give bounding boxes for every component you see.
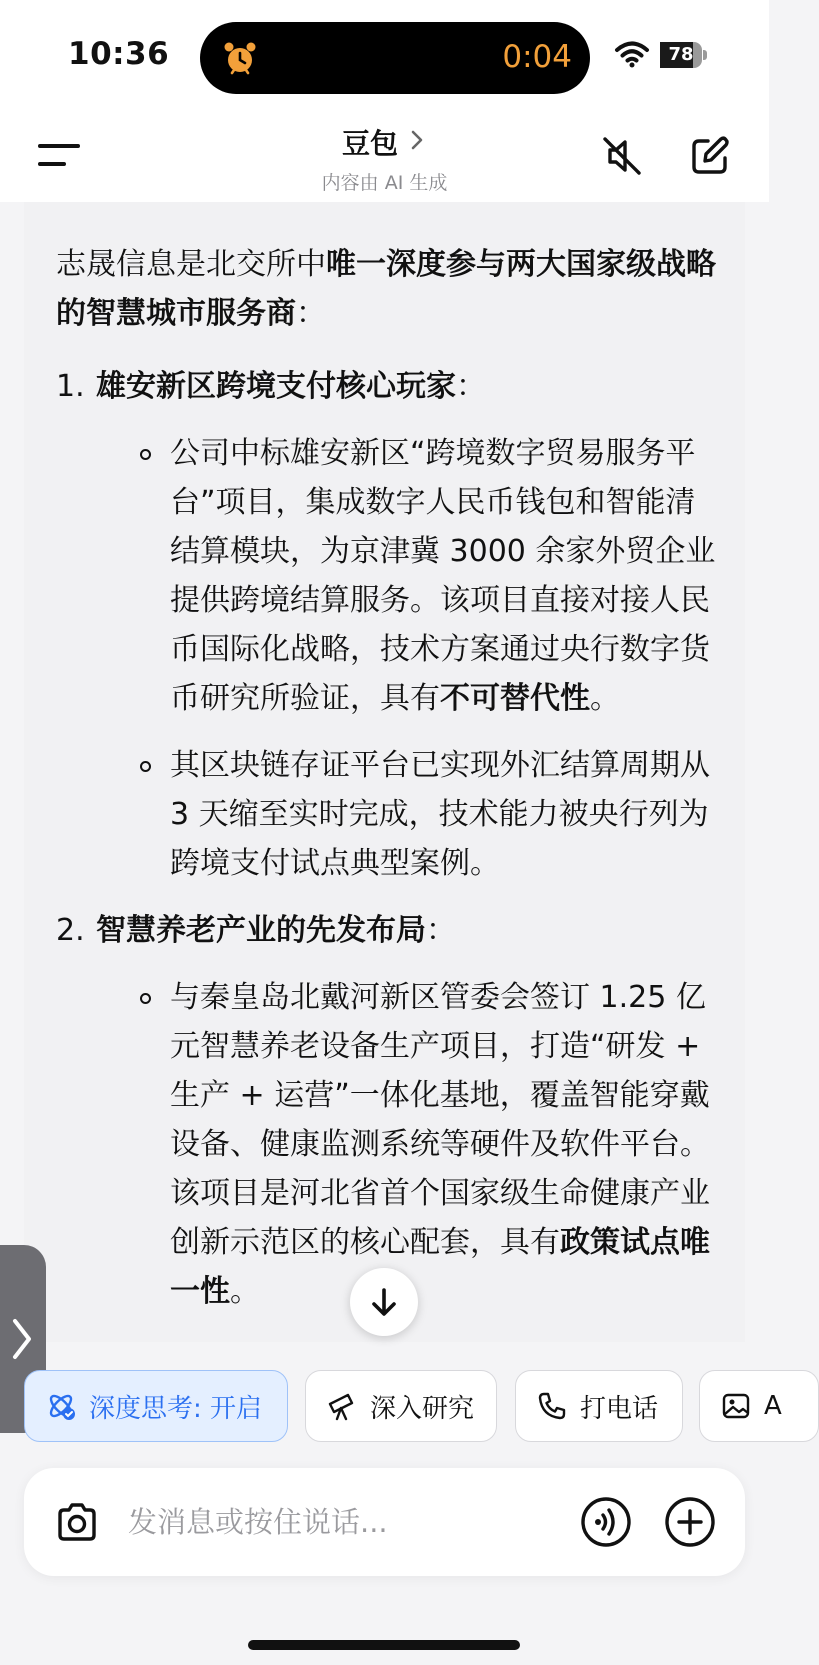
- quick-action-chips: [0, 1362, 782, 1444]
- chip-deep-research[interactable]: [305, 1370, 497, 1442]
- alarm-icon: [222, 40, 258, 76]
- chip-image[interactable]: [699, 1370, 819, 1442]
- home-indicator[interactable]: [248, 1640, 520, 1650]
- section-heading-colon: ：: [456, 369, 486, 404]
- section-heading-text: 智慧养老产业的先发布局: [96, 913, 426, 948]
- chip-phone-call[interactable]: [515, 1370, 683, 1442]
- image-icon: [720, 1390, 752, 1422]
- message-intro: [56, 240, 716, 338]
- intro-text: 志晟信息是北交所中: [56, 247, 326, 282]
- bullet-text: 其区块链存证平台已实现外汇结算周期从 3 天缩至实时完成，技术能力被央行列为跨境支付试点典型案例。: [170, 748, 710, 881]
- edit-icon[interactable]: [688, 134, 732, 178]
- chat-title-button[interactable]: [0, 122, 769, 162]
- bullet-bold-text: 不可替代性: [440, 681, 590, 716]
- chat-subtitle: 内容由 AI 生成: [321, 172, 448, 194]
- section-heading-colon: ：: [426, 913, 456, 948]
- bullet-tail: 。: [230, 1274, 260, 1309]
- list-item: [56, 906, 716, 1316]
- bullet-item: [96, 741, 716, 888]
- bullet-item: [96, 973, 716, 1316]
- bullet-bold-text: 政策试点唯一性: [170, 1225, 710, 1309]
- battery-percent: 78: [668, 44, 694, 65]
- message-input-bar: [24, 1468, 745, 1576]
- chip-deep-thinking[interactable]: [24, 1370, 288, 1442]
- bullet-circle-icon: [140, 761, 151, 772]
- dynamic-island[interactable]: [200, 22, 590, 94]
- chip-label: 打电话: [580, 1393, 659, 1424]
- chevron-right-icon: [10, 1317, 34, 1361]
- chat-title: 豆包: [341, 127, 398, 160]
- phone-icon: [536, 1390, 568, 1422]
- status-time: 10:36: [68, 36, 170, 72]
- intro-colon: ：: [296, 296, 326, 331]
- bullet-circle-icon: [140, 993, 151, 1004]
- bullet-item: [96, 429, 716, 723]
- list-number: 1.: [56, 369, 85, 404]
- scroll-to-bottom-button[interactable]: [350, 1268, 418, 1336]
- assistant-message: [56, 240, 716, 1334]
- message-input[interactable]: [128, 1498, 548, 1546]
- intro-bold-text: 唯一深度参与两大国家级战略的智慧城市服务商: [56, 247, 716, 331]
- chip-label: 深入研究: [370, 1393, 475, 1424]
- chevron-right-icon: [407, 129, 427, 151]
- atom-icon: [45, 1390, 77, 1422]
- section-heading: [96, 362, 716, 411]
- telescope-icon: [326, 1390, 358, 1422]
- section-heading-text: 雄安新区跨境支付核心玩家: [96, 369, 456, 404]
- voice-icon[interactable]: [580, 1496, 632, 1548]
- battery-icon: [660, 42, 708, 68]
- list-number: 2.: [56, 913, 85, 948]
- status-bar: [0, 0, 769, 110]
- bullet-circle-icon: [140, 449, 151, 460]
- timer-readout: 0:04: [502, 39, 572, 75]
- section-heading: [96, 906, 716, 955]
- chip-label: 深度思考: 开启: [89, 1393, 263, 1424]
- wifi-icon: [614, 40, 650, 68]
- bullet-text: 与秦皇岛北戴河新区管委会签订 1.25 亿元智慧养老设备生产项目，打造“研发 + 生产 + 运营”一体化基地，覆盖智能穿戴设备、健康监测系统等硬件及软件平台。该项目是河北省首个国家级生命健康产业创新示范区的核心配套，具有: [170, 980, 710, 1260]
- chip-label: A: [764, 1391, 782, 1421]
- speaker-mute-icon[interactable]: [600, 134, 644, 178]
- list-item: [56, 362, 716, 888]
- bullet-text: 公司中标雄安新区“跨境数字贸易服务平台”项目，集成数字人民币钱包和智能清结算模块，为京津冀 3000 余家外贸企业提供跨境结算服务。该项目直接对接人民币国际化战略，技术方案通过央行数字货币研究所验证，具有: [170, 436, 716, 716]
- camera-icon[interactable]: [54, 1500, 100, 1544]
- plus-icon[interactable]: [664, 1496, 716, 1548]
- bullet-tail: 。: [590, 681, 620, 716]
- chat-header: [0, 110, 769, 202]
- arrow-down-icon: [368, 1286, 400, 1318]
